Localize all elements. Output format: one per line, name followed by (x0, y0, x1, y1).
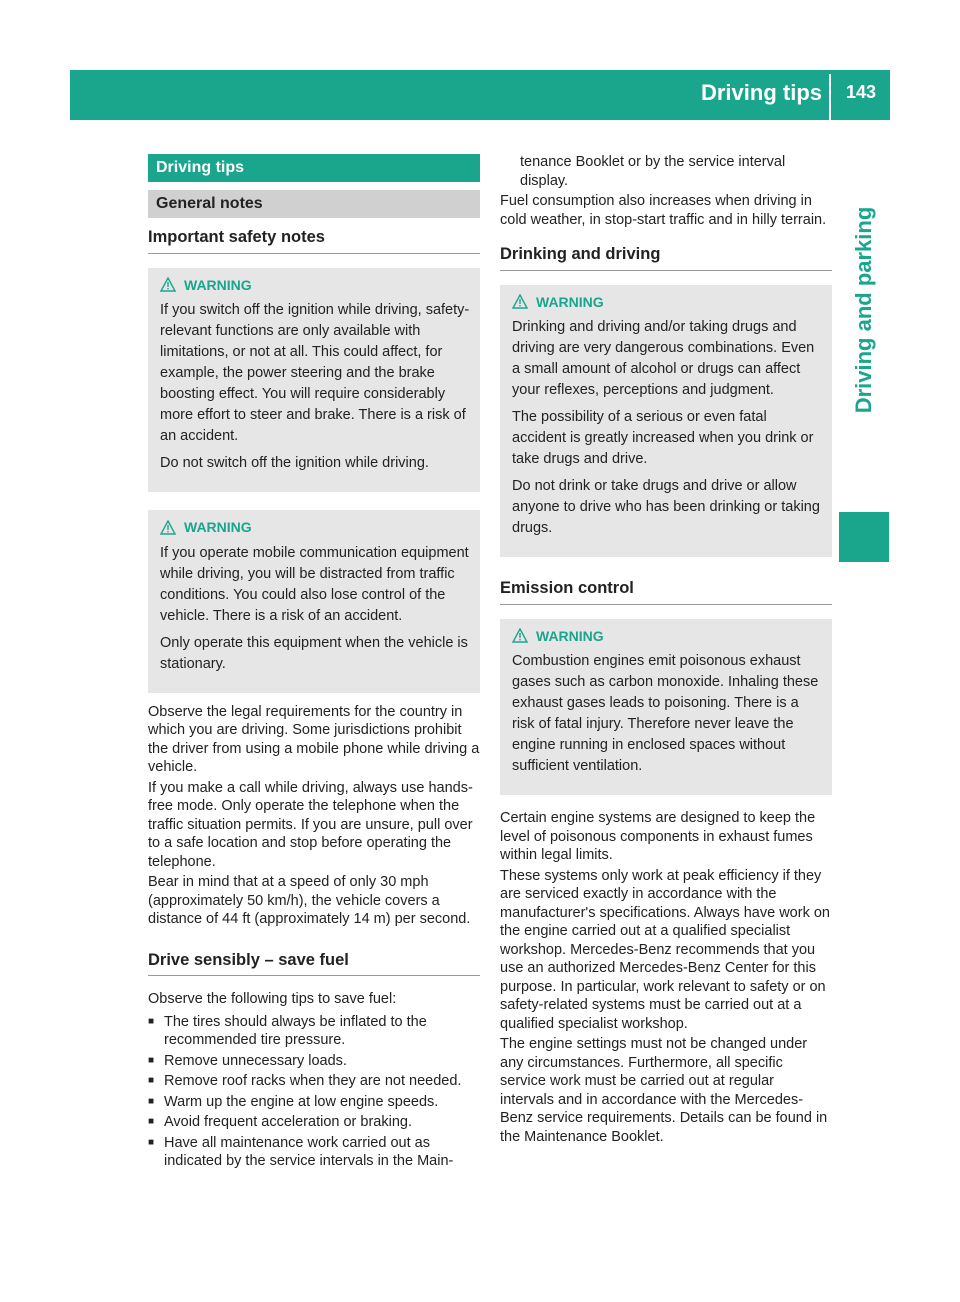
heading-emission-control: Emission control (500, 579, 832, 605)
body-paragraph: Fuel consumption also increases when driving in cold weather, in stop-start traffic and in hilly terrain. (500, 193, 827, 228)
body-paragraph: Bear in mind that at a speed of only 30 mph (approximately 50 km/h), the vehicle covers a distance of 44 ft (approximately 14 m) per second. (148, 874, 471, 927)
warning-text: Do not switch off the ignition while driving. (160, 455, 429, 471)
side-chapter-label: Driving and parking (851, 206, 876, 414)
warning-box-ignition (148, 268, 480, 493)
warning-title (160, 518, 472, 537)
side-chapter-tab (839, 120, 889, 500)
list-item: ■ Avoid frequent acceleration or braking. (148, 1113, 480, 1132)
heading-save-fuel: Drive sensibly – save fuel (148, 951, 480, 977)
list-item: ■ The tires should always be inflated to the recommended tire pressure. (148, 1013, 480, 1050)
header-divider (829, 74, 831, 120)
warning-text: Only operate this equipment when the vehicle is stationary. (160, 634, 468, 672)
body-paragraph: Observe the legal requirements for the country in which you are driving. Some jurisdictions prohibit the driver from using a mobile phone while driving a vehicle. (148, 703, 480, 775)
fuel-intro: Observe the following tips to save fuel: (148, 991, 397, 1007)
section-title: Driving tips (148, 154, 480, 182)
warning-text: If you switch off the ignition while driving, safety-relevant functions are only available with limitations, or not at all. This could affect, for example, the power steering and the brake boosting effect. You will require considerably more effort to steer and brake. There is a risk of an accident. (160, 302, 470, 444)
list-item: ■ Remove unnecessary loads. (148, 1052, 480, 1071)
warning-text: If you operate mobile communication equipment while driving, you will be distracted from traffic conditions. You could also lose control of the vehicle. There is a risk of an accident. (160, 544, 469, 624)
warning-text: Combustion engines emit poisonous exhaust gases such as carbon monoxide. Inhaling these exhaust gases leads to poisoning. There is a risk of fatal injury. Therefore never leave the engine running in enclosed spaces without sufficient ventilation. (512, 653, 819, 774)
body-paragraph: These systems only work at peak efficiency if they are serviced exactly in accordance with the manufacturer's specifications. Always have work on the engine carried out at a qualified specialist workshop. Mercedes-Benz recommends that you use an authorized Mercedes-Benz Center for this purpose. In particular, work relevant to safety or on safety-related systems must be carried out at a qualified specialist workshop. (500, 867, 830, 1032)
subsection-title: General notes (148, 190, 480, 218)
warning-triangle-icon (512, 294, 528, 309)
page-header (70, 70, 890, 120)
heading-safety-notes: Important safety notes (148, 228, 480, 254)
right-column (500, 153, 832, 1148)
side-chapter-marker (839, 512, 889, 562)
warning-title (160, 276, 472, 295)
warning-triangle-icon (512, 628, 528, 643)
fuel-tips-list (148, 1013, 480, 1171)
warning-triangle-icon (160, 520, 176, 535)
warning-text: Do not drink or take drugs and drive or allow anyone to drive who has been drinking or taking drugs. (512, 478, 820, 536)
warning-text: The possibility of a serious or even fatal accident is greatly increased when you drink or take drugs and drive. (512, 409, 814, 467)
body-text-block (148, 703, 480, 929)
list-item: ■ Have all maintenance work carried out as indicated by the service intervals in the Main- (148, 1134, 480, 1171)
warning-label: WARNING (536, 293, 604, 310)
fuel-tips-block (148, 990, 480, 1171)
left-column (148, 154, 480, 1173)
list-item-continuation: tenance Booklet or by the service interval display. (520, 154, 786, 189)
warning-label: WARNING (184, 276, 252, 293)
warning-label: WARNING (184, 519, 252, 535)
list-item: ■ Warm up the engine at low engine speeds. (148, 1093, 480, 1112)
warning-triangle-icon (160, 277, 176, 292)
body-paragraph: The engine settings must not be changed under any circumstances. Furthermore, all specific service work must be carried out at regular intervals and in accordance with the Mercedes-Benz service requirements. Details can be found in the Maintenance Booklet. (500, 1036, 828, 1145)
warning-box-drinking (500, 285, 832, 558)
heading-drinking-driving: Drinking and driving (500, 245, 832, 271)
warning-text: Drinking and driving and/or taking drugs and driving are very dangerous combinations. Even a small amount of alcohol or drugs can affect your reflexes, perceptions and judgment. (512, 319, 815, 398)
body-paragraph: Certain engine systems are designed to keep the level of poisonous components in exhaust fumes within legal limits. (500, 810, 816, 863)
page-number: 143 (845, 82, 877, 102)
warning-box-exhaust (500, 619, 832, 796)
warning-title (512, 627, 824, 646)
body-paragraph: If you make a call while driving, always use hands-free mode. Only operate the telephone when the traffic situation permits. If you are unsure, pull over to a safe location and stop before operating the telephone. (148, 779, 473, 870)
list-item: ■ Remove roof racks when they are not needed. (148, 1072, 480, 1091)
emission-body-block (500, 809, 832, 1146)
warning-title (512, 293, 824, 312)
warning-box-mobile (148, 510, 480, 693)
warning-label: WARNING (536, 627, 604, 644)
header-title: Driving tips (700, 80, 822, 105)
